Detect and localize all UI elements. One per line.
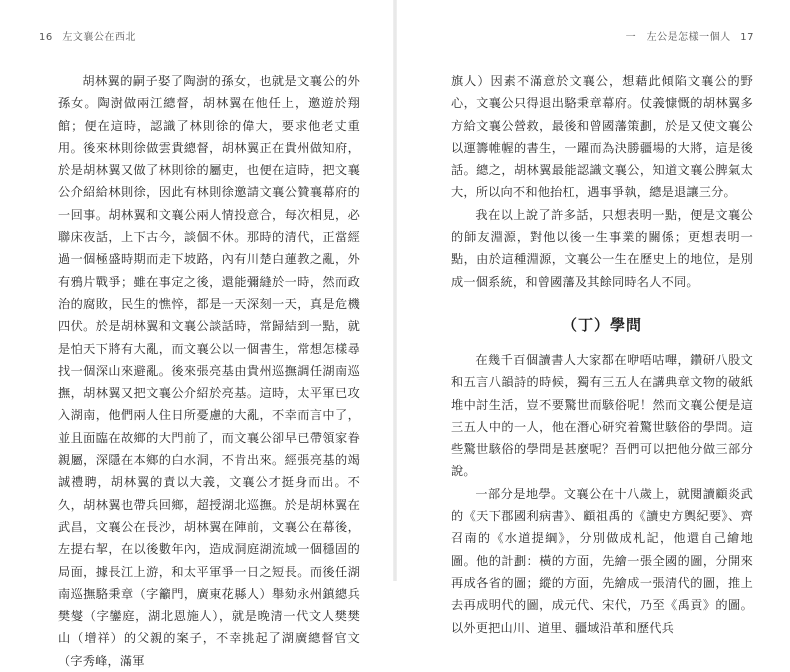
- right-paragraph-3: 在幾千百個讀書人大家都在咿唔咕嗶，鑽研八股文和五言八韻詩的時候，獨有三五人在講典章文物的破紙堆中討生活，豈不要驚世而駭俗呢！然而文襄公便是這三五人中的一人，他在潛心研究着驚世駭俗的學問。這些驚世駭俗的學問是甚麼呢？吾們可以把他分做三部分說。: [451, 352, 753, 479]
- left-running-head: [33, 28, 136, 43]
- left-body-text: [58, 70, 360, 672]
- left-page-number: 16: [39, 32, 53, 43]
- left-running-title: 左文襄公在西北: [62, 32, 136, 43]
- section-title: （丁）學問: [561, 315, 642, 334]
- right-paragraph-4: 一部分是地學。文襄公在十八歲上，就閱讀顧炎武的《天下郡國利病書》、顧祖禹的《讀史方輿紀要》、齊召南的《水道提綱》，分別做成札記，他還自己繪地圖。他的計劃：橫的方面，先繪一張全國的圖，分開來再成各省的圖；縱的方面，先繪成一張清代的圖，推上去再成明代的圖，成元代、宋代，乃至《禹貢》的圖。以外更把山川、道里、疆域沿革和歷代兵: [451, 486, 753, 635]
- left-page: [0, 0, 395, 668]
- right-page-number: 17: [740, 32, 754, 43]
- right-body-text: [451, 70, 753, 639]
- right-paragraph-1: 旗人）因素不滿意於文襄公，想藉此傾陷文襄公的野心，文襄公只得退出駱秉章幕府。仗義慷慨的胡林翼多方給文襄公營救，最後和曾國藩策劃，於是又使文襄公以運籌帷幄的書生，一躍而為決勝疆場的大將，這是後話。總之，胡林翼最能認識文襄公，知道文襄公脾氣太大，所以向不和他抬杠，遇事爭執，總是退讓三分。: [451, 74, 753, 200]
- right-running-title: 一 左公是怎樣一個人: [625, 32, 731, 43]
- right-running-head: [626, 28, 760, 43]
- right-paragraph-2: 我在以上說了許多話，只想表明一點，便是文襄公的師友淵源，對他以後一生事業的關係；更想表明一點，由於這種淵源，文襄公一生在歷史上的地位，是別成一個系統，和曾國藩及其餘同時名人不同。: [451, 207, 753, 289]
- left-paragraph-1: 胡林翼的嗣子娶了陶澍的孫女，也就是文襄公的外孫女。陶澍做兩江總督，胡林翼在他任上，邀遊於翔館；便在這時，認識了林則徐的偉大，要求他老丈重用。後來林則徐做雲貴總督，胡林翼正在貴州做知府，於是胡林翼又做了林則徐的屬吏，也便在這時，把文襄公介紹給林則徐，因此有林則徐邀請文襄公贊襄幕府的一回事。胡林翼和文襄公兩人情投意合，每次相見，必聯床夜話，上下古今，談個不休。那時的清代，正當經過一個極盛時期而走下坡路，內有川楚白蓮教之亂，外有鴉片戰爭；雖在事定之後，還能彌縫於一時，然而政治的腐敗，民生的憔悴，都是一天深刻一天，真是危機四伏。於是胡林翼和文襄公談話時，常歸結到一點，就是怕天下將有大亂，而文襄公以一個書生，常想怎樣尋找一個深山來避亂。後來張亮基由貴州巡撫調任湖南巡撫，胡林翼又把文襄公介紹於亮基。這時，太平軍已攻入湖南，他們兩人住日所憂慮的大亂，不幸而言中了，並且面臨在故鄉的大門前了，而文襄公卻早已帶領家眷親屬，深隱在本鄉的白水洞，不肯出來。經張亮基的竭誠禮聘，胡林翼的責以大義，文襄公才挺身而出。不久，胡林翼也帶兵回鄉，超授湖北巡撫。於是胡林翼在武昌，文襄公在長沙，胡林翼在陣前，文襄公在幕後，左提右挈，在以後數年內，造成洞庭湖流域一個穩固的局面，據長江上游，和太平軍爭一日之短長。而後任湖南巡撫駱秉章（字籲門，廣東花縣人）舉劾永州鎮總兵樊燮（字鑾庭，湖北恩施人），就是晚清一代文人樊樊山（增祥）的父親的案子，不幸挑起了湖廣總督官文（字秀峰，滿軍: [58, 74, 360, 668]
- right-page: [395, 0, 790, 635]
